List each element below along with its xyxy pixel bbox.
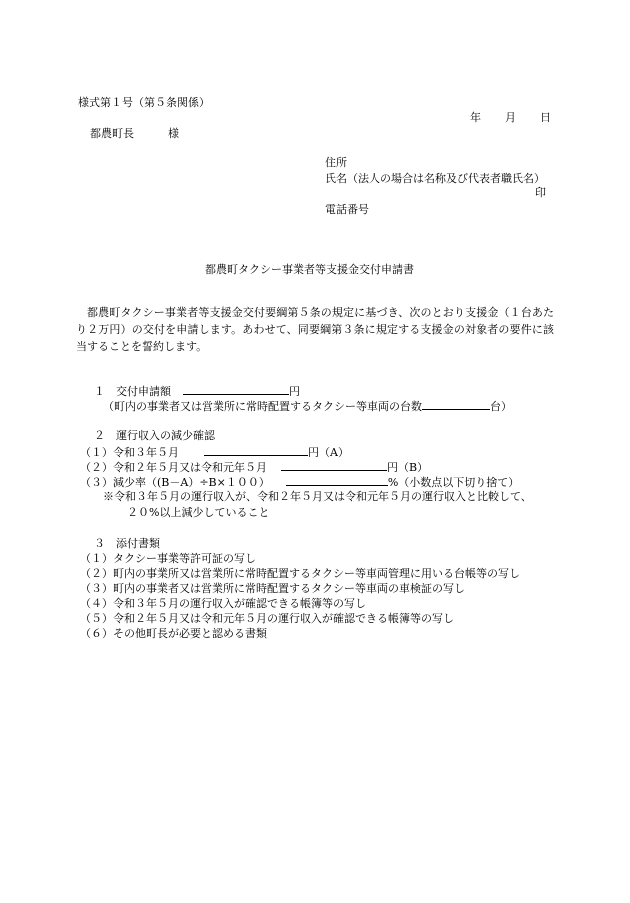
revenue-b-blank[interactable] [281, 459, 387, 471]
date-line [470, 111, 551, 125]
section2-heading: ２ 運行収入の減少確認 [94, 429, 215, 442]
date-month-label: 月 [505, 111, 516, 124]
revenue-b-line [80, 459, 428, 475]
reduction-rate-blank[interactable] [286, 474, 388, 486]
section3-heading: ３ 添付書類 [94, 537, 160, 550]
vehicle-count-unit: 台） [490, 400, 512, 413]
reduction-note-line2: ２０%以上減少していること [127, 506, 270, 519]
reduction-rate-line [80, 474, 519, 490]
revenue-a-unit: 円（A） [308, 446, 349, 459]
revenue-a-label: （１）令和３年５月 [80, 446, 179, 459]
amount-blank[interactable] [183, 383, 289, 395]
revenue-a-blank[interactable] [204, 444, 308, 456]
date-day-label: 日 [540, 111, 551, 124]
attachment-item: （３）町内の事業者又は営業所に常時配置するタクシー等車両の車検証の写し [80, 582, 465, 595]
attachment-item: （４）令和３年５月の運行収入が確認できる帳簿等の写し [80, 597, 366, 610]
applicant-name-label: 氏名（法人の場合は名称及び代表者職氏名） [325, 172, 545, 185]
vehicle-count-line [103, 398, 512, 414]
reduction-rate-label: （３）減少率（(B－A）÷B×１００） [80, 476, 270, 489]
section1-heading: １ 交付申請額 [94, 385, 171, 398]
amount-unit: 円 [289, 385, 300, 398]
addressee-name: 都農町長 [90, 127, 134, 140]
attachment-item: （６）その他町長が必要と認める書類 [80, 627, 267, 640]
reduction-note-line1: ※令和３年５月の運行収入が、令和２年５月又は令和元年５月の運行収入と比較して、 [103, 490, 532, 503]
document-title: 都農町タクシー事業者等支援金交付申請書 [205, 263, 414, 276]
intro-paragraph: 都農町タクシー事業者等支援金交付要綱第５条の規定に基づき、次のとおり支援金（１台あたり２万円）の交付を申請します。あわせて、同要綱第３条に規定する支援金の対象者の要件に該当することを誓約します。 [76, 306, 554, 353]
seal-label: 印 [535, 186, 546, 199]
section1-line [94, 383, 300, 399]
vehicle-count-label: （町内の事業者又は営業所に常時配置するタクシー等車両の台数 [103, 400, 422, 413]
reduction-rate-unit: %（小数点以下切り捨て） [387, 476, 520, 489]
applicant-phone-label: 電話番号 [325, 203, 369, 216]
date-year-label: 年 [470, 111, 481, 124]
applicant-address-label: 住所 [325, 156, 347, 169]
revenue-b-unit: 円（B） [387, 461, 429, 474]
addressee-line [90, 127, 179, 141]
revenue-b-label: （２）令和２年５月又は令和元年５月 [80, 461, 267, 474]
vehicle-count-blank[interactable] [422, 398, 490, 410]
attachment-item: （５）令和２年５月又は令和元年５月の運行収入が確認できる帳簿等の写し [80, 612, 454, 625]
form-number: 様式第１号（第５条関係） [78, 96, 210, 109]
addressee-honorific: 様 [168, 127, 179, 140]
attachment-item: （１）タクシー事業等許可証の写し [80, 552, 256, 565]
revenue-a-line [80, 444, 349, 460]
attachment-item: （２）町内の事業所又は営業所に常時配置するタクシー等車両管理に用いる台帳等の写し [80, 567, 520, 580]
